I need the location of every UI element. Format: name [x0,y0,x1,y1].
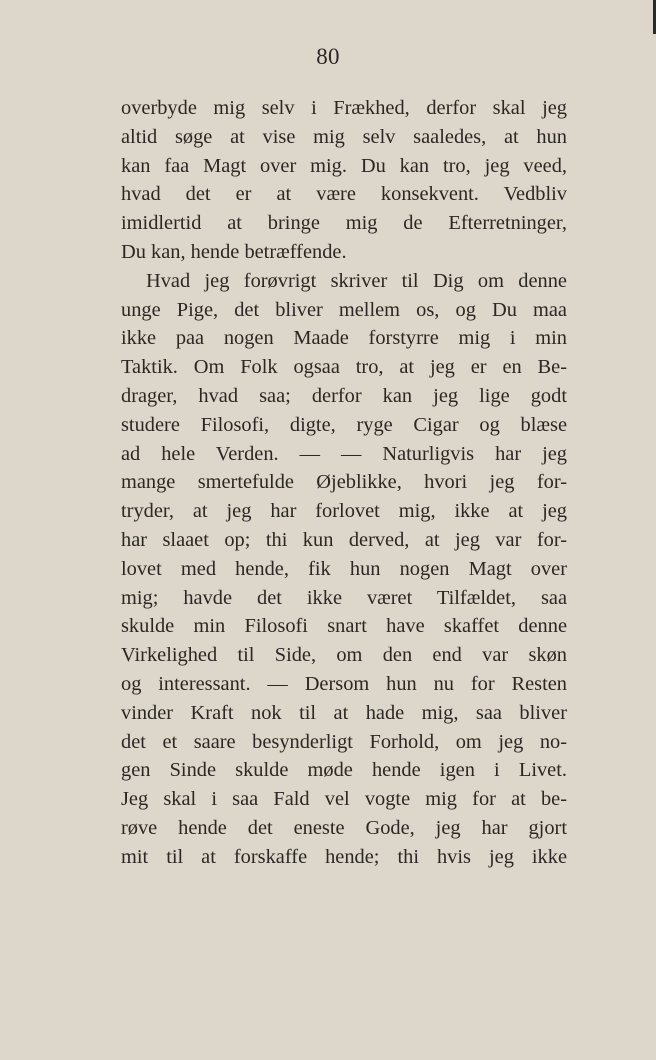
page-number: 80 [316,44,340,69]
text-line: ikke paa nogen Maade forstyrre mig i min [121,327,567,350]
text-line: mig; havde det ikke været Tilfældet, saa [121,586,567,609]
text-line: ad hele Verden. — — Naturligvis har jeg [121,442,567,465]
text-line: drager, hvad saa; derfor kan jeg lige godt [121,384,567,407]
text-line: kan faa Magt over mig. Du kan tro, jeg veed, [121,154,567,177]
text-line: unge Pige, det bliver mellem os, og Du maa [121,298,567,321]
text-line: studere Filosofi, digte, ryge Cigar og blæse [121,413,567,436]
body-text [121,94,567,872]
text-line: gen Sinde skulde møde hende igen i Livet. [121,759,567,782]
text-line: imidlertid at bringe mig de Efterretninger, [121,212,567,235]
text-line: Virkelighed til Side, om den end var skøn [121,644,567,667]
text-line: altid søge at vise mig selv saaledes, at hun [121,125,567,148]
text-line: Du kan, hende betræffende. [121,240,347,263]
text-line: det et saare besynderligt Forhold, om jeg no- [121,730,567,753]
text-line: skulde min Filosofi snart have skaffet denne [121,615,567,638]
text-line: røve hende det eneste Gode, jeg har gjort [121,816,567,839]
text-line: vinder Kraft nok til at hade mig, saa bliver [121,701,567,724]
text-line: lovet med hende, fik hun nogen Magt over [121,557,567,580]
text-line: mit til at forskaffe hende; thi hvis jeg ikke [121,845,567,868]
text-line: mange smertefulde Øjeblikke, hvori jeg for- [121,471,567,494]
text-line: Taktik. Om Folk ogsaa tro, at jeg er en Be- [121,356,567,379]
text-line: og interessant. — Dersom hun nu for Resten [121,672,567,695]
text-line: tryder, at jeg har forlovet mig, ikke at jeg [121,500,567,523]
text-line: hvad det er at være konsekvent. Vedbliv [121,183,567,206]
text-line: Jeg skal i saa Fald vel vogte mig for at be- [121,788,567,811]
text-line: har slaaet op; thi kun derved, at jeg var for- [121,528,567,551]
text-line: Hvad jeg forøvrigt skriver til Dig om denne [146,269,567,292]
text-line: overbyde mig selv i Frækhed, derfor skal jeg [121,97,567,119]
